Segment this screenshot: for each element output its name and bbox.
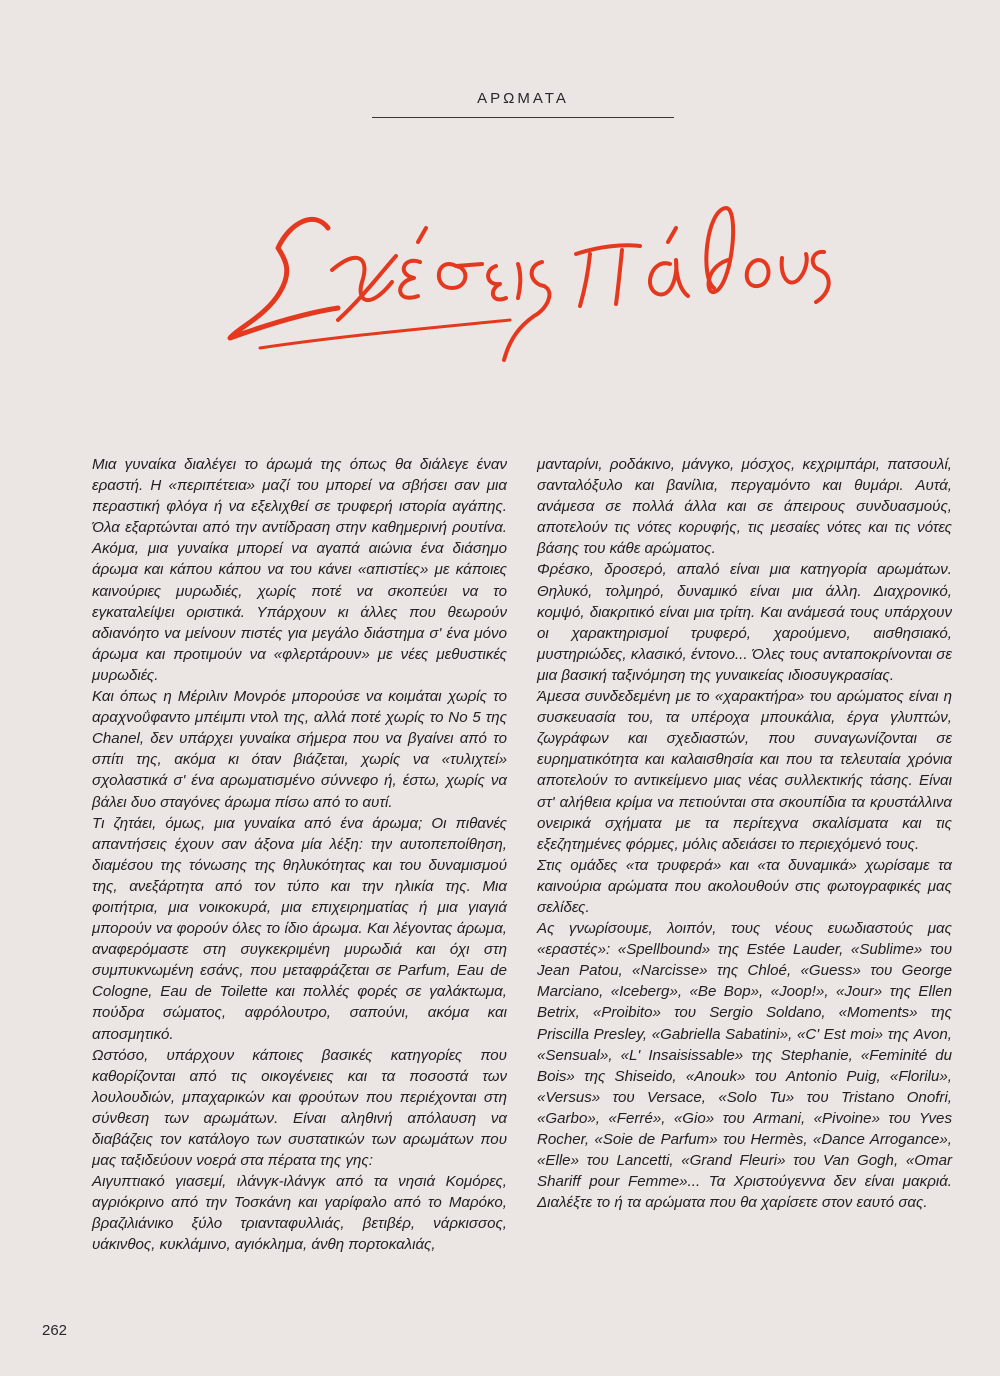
article-column-left [92,454,507,1256]
article-paragraph: Στις ομάδες «τα τρυφερά» και «τα δυναμικά» χωρίσαμε τα καινούρια αρώματα που ακολουθούν στις φωτογραφικές μας σελίδες. [537,856,952,916]
title-stroke-eis [488,262,549,360]
section-label: ΑΡΩΜΑΤΑ [477,90,569,107]
article-paragraph: Ωστόσο, υπάρχουν κάποιες βασικές κατηγορίες που καθορίζονται από τις οικογένειες και τα ποσοστά των λουλουδιών, μπαχαρικών και φρούτων που περιέχονται στη σύνθεση των αρωμάτων. Είναι αληθινή απόλαυση να διαβάζεις τον κατάλογο των συστατικών των αρωμάτων που μας ταξιδεύουν νοερά στα πέρατα της γης: [92,1046,507,1170]
article-paragraph: μανταρίνι, ροδάκινο, μάνγκο, μόσχος, κεχριμπάρι, πατσουλί, σανταλόξυλο και βανίλια, περγαμόντο και θυμάρι. Αυτά, ανάμεσα σε πολλά άλλα και σε άπειρους συνδυασμούς, αποτελούν τις νότες κορυφής, τις μεσαίες νότες και τις νότες βάσης του κάθε αρώματος. [537,456,952,558]
article-paragraph: Φρέσκο, δροσερό, απαλό είναι μια κατηγορία αρωμάτων. Θηλυκό, τολμηρό, δυναμικό είναι μια άλλη. Διαχρονικό, κομψό, διακριτικό είναι μια τρίτη. Και ανάμεσά τους υπάρχουν οι χαρακτηρισμοί τρυφερό, χαρούμενο, αισθησιακό, μυστηριώδες, κλασικό, έντονο... Όλες τους ανταποκρίνονται σε μια βασική ταξινόμηση της γυναικείας ιδιοσυγκρασίας. [537,561,952,684]
handwritten-title-illustration [220,170,840,400]
title-stroke-sigma-small [439,264,482,288]
title-stroke-underline [260,320,510,348]
article-column-right [537,454,952,1213]
title-stroke-epsilon [400,261,420,298]
article-paragraph: Αιγυπτιακό γιασεμί, ιλάνγκ-ιλάνγκ από τα νησιά Κομόρες, αγριόκρινο από την Τοσκάνη και γαρίφαλο από το Μαρόκο, βραζιλιάνικο ξύλο τριανταφυλλιάς, βετιβέρ, νάρκισσος, υάκινθος, κυκλάμινο, αγιόκλημα, άνθη πορτοκαλιάς, [92,1173,507,1254]
article-paragraph: Μια γυναίκα διαλέγει το άρωμά της όπως θα διάλεγε έναν εραστή. Η «περιπέτεια» μαζί του μπορεί να σβήσει σαν μια περαστική φλόγα ή να εξελιχθεί σε τρυφερή ιστορία αγάπης. Όλα εξαρτώνται από την αντίδραση στην καθημερινή ρουτίνα. Ακόμα, μια γυναίκα μπορεί να αγαπά αιώνια ένα διάσημο άρωμα και κάπου κάπου να του κάνει «απιστίες» με κάποιες καινούριες μυρωδιές, χωρίς ποτέ να σκοπεύει να το εγκαταλείψει οριστικά. Υπάρχουν κι άλλες που θεωρούν αδιανόητο να μείνουν πιστές για μεγάλο διάστημα σ' ένα μόνο άρωμα και προτιμούν να «φλερτάρουν» με νέες μεθυστικές μυρωδιές. [92,456,507,684]
title-stroke-chi [332,256,396,320]
title-stroke-theta [706,208,733,292]
article-paragraph: Και όπως η Μέριλιν Μονρόε μπορούσε να κοιμάται χωρίς το αραχνοΰφαντο μπέιμπι ντολ της, αλλά ποτέ χωρίς το Νο 5 της Chanel, δεν υπάρχει γυναίκα σήμερα που να βγαίνει από το σπίτι της, ακόμα κι όταν βιάζεται, χωρίς να «τυλιχτεί» σχολαστικά σ' ένα αρωματισμένο σύννεφο ή, έστω, χωρίς να βάλει δυο σταγόνες άρωμα πίσω από το αυτί. [92,688,507,811]
article-paragraph: Ας γνωρίσουμε, λοιπόν, τους νέους ευωδιαστούς μας «εραστές»: «Spellbound» της Estée Lauder, «Sublime» του Jean Patou, «Narcisse» της Chloé, «Guess» του George Marciano, «Iceberg», «Be Bop», «Joop!», «Jour» της Ellen Betrix, «Proibito» του Sergio Soldano, «Moments» της Priscilla Presley, «Gabriella Sabatini», «C' Est moi» της Avon, «Sensual», «L' Insaisissable» της Stephanie, «Feminité du Bois» της Shiseido, «Anouk» του Antonio Puig, «Florilu», «Versus» του Versace, «Solo Tu» του Tristano Onofri, «Garbo», «Ferré», «Gio» του Armani, «Pivoine» του Yves Rocher, «Soie de Parfum» του Hermès, «Dance Arrogance», «Elle» του Lancetti, «Grand Fleuri» του Van Gogh, «Omar Shariff pour Femme»... Τα Χριστούγεννα δεν είναι μακριά. Διαλέξτε το ή τα αρώματα που θα χαρίσετε στον εαυτό σας. [537,920,952,1212]
title-stroke-sigma [230,219,338,338]
title-stroke-pi [576,245,640,306]
page-number: 262 [42,1322,68,1339]
article-title [0,0,1,1]
title-stroke-alpha [650,260,688,296]
title-stroke-ous [747,252,829,302]
title-stroke-accent [418,228,426,242]
section-rule [372,117,674,118]
article-paragraph: Τι ζητάει, όμως, μια γυναίκα από ένα άρωμα; Οι πιθανές απαντήσεις έχουν σαν άξονα μία λέξη: την αυτοπεποίθηση, διαμέσου της τόνωσης της θηλυκότητας και του δυναμισμού της, ανεξάρτητα από τον τύπο και την ηλικία της. Μια φοιτήτρια, μια νοικοκυρά, μια επιχειρηματίας ή μια γιαγιά μπορούν να φορούν όλες το ίδιο άρωμα. Και λέγοντας άρωμα, αναφερόμαστε στη συγκεκριμένη μυρωδιά και όχι στη συμπυκνωμένη εσάνς, που μεταφράζεται σε Parfum, Eau de Cologne, Eau de Toilette και πολλές φορές σε γαλάκτωμα, πούδρα σώματος, αφρόλουτρο, σαπούνι, ακόμα και αποσμητικό. [92,814,507,1043]
title-stroke-accent-2 [668,228,676,242]
article-paragraph: Άμεσα συνδεδεμένη με το «χαρακτήρα» του αρώματος είναι η συσκευασία του, τα υπέροχα μπουκάλια, έργα γλυπτών, ζωγράφων και σχεδιαστών, που συναγωνίζονται σε ευρηματικότητα και καλαισθησία και που τα τελευταία χρόνια αποτελούν το αντικείμενο μιας νέας συλλεκτικής τάσης. Είναι στ' αλήθεια κρίμα να πετιούνται στα σκουπίδια τα κρυστάλλινα ονειρικά σχήματα με τα περίτεχνα σκαλίσματα και τις εξεζητημένες φόρμες, μόλις αδειάσει το περιεχόμενό τους. [537,688,952,853]
